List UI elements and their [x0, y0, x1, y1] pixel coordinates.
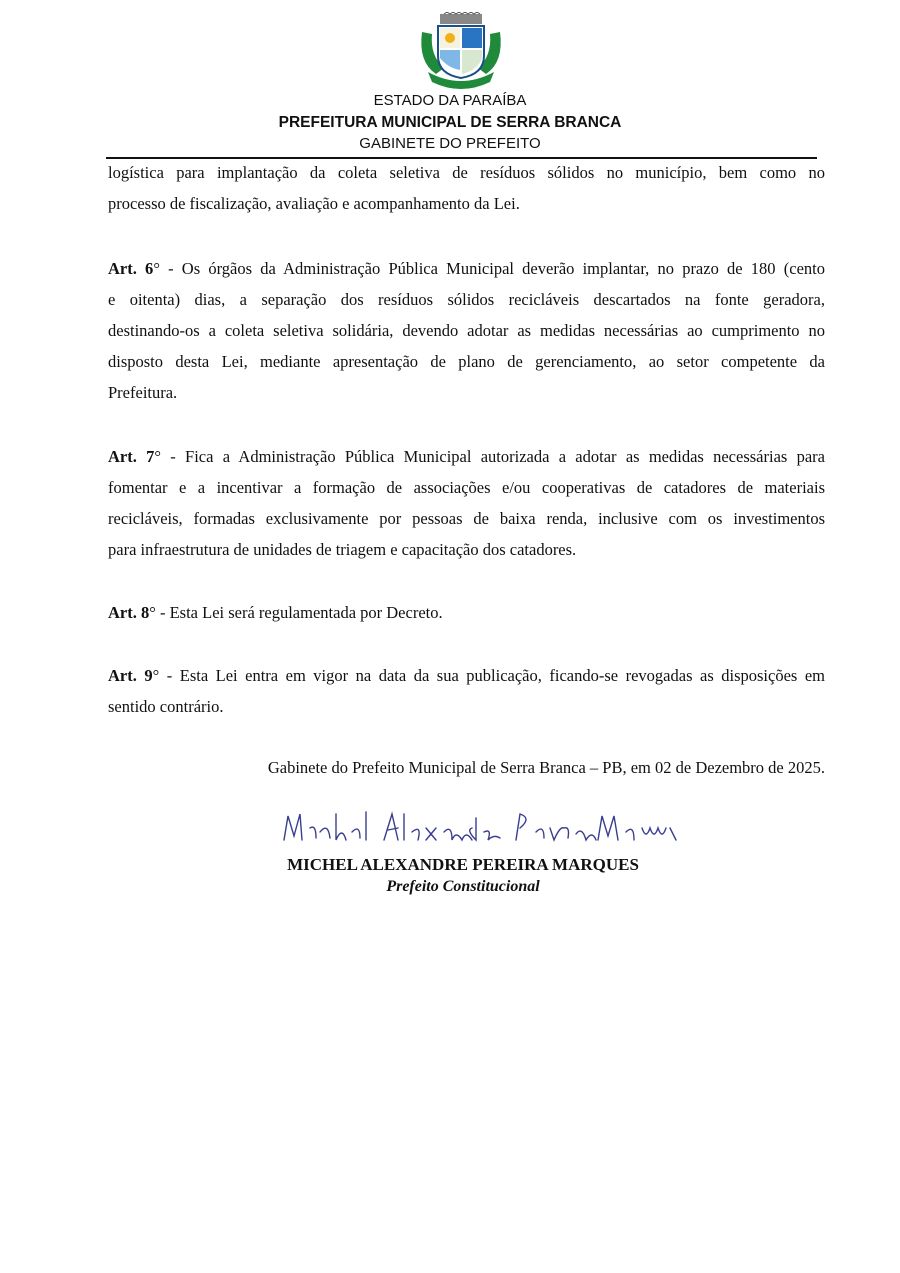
text-line — [108, 664, 825, 695]
line-text: sentido contrário. — [108, 697, 224, 716]
municipal-coat-of-arms-logo — [418, 12, 504, 90]
text-line — [108, 538, 825, 569]
article-8 — [108, 601, 825, 632]
line-text: fomentar e a incentivar a formação de associações e/ou cooperativas de catadores de materiais — [108, 478, 825, 497]
article-9 — [108, 664, 825, 726]
line-text: disposto desta Lei, mediante apresentação de plano de gerenciamento, ao setor competente da — [108, 352, 825, 371]
article-label: Art. 6 — [108, 259, 154, 278]
article-label: Art. 7 — [108, 447, 155, 466]
article-label: Art. 9 — [108, 666, 153, 685]
signatory-name: MICHEL ALEXANDRE PEREIRA MARQUES — [287, 855, 639, 874]
line-text: ° - Esta Lei será regulamentada por Decreto. — [149, 603, 443, 622]
line-text: ° - Fica a Administração Pública Municipal autorizada a adotar as medidas necessárias para — [154, 447, 825, 466]
municipality-name: PREFEITURA MUNICIPAL DE SERRA BRANCA — [278, 114, 622, 131]
line-text: logística para implantação da coleta seletiva de resíduos sólidos no município, bem como no — [108, 163, 825, 182]
line-text: Prefeitura. — [108, 383, 178, 402]
text-line — [108, 507, 825, 538]
line-text: processo de fiscalização, avaliação e acompanhamento da Lei. — [108, 194, 520, 213]
text-line — [108, 445, 825, 476]
text-line — [108, 319, 825, 350]
text-line — [108, 350, 825, 381]
text-line — [108, 161, 825, 192]
office-name: GABINETE DO PREFEITO — [359, 135, 541, 152]
line-text: para infraestrutura de unidades de triagem e capacitação dos catadores. — [108, 540, 577, 559]
signatory-role: Prefeito Constitucional — [386, 878, 540, 895]
text-line — [108, 601, 825, 632]
article-6 — [108, 257, 825, 412]
line-text: recicláveis, formadas exclusivamente por pessoas de baixa renda, inclusive com os investimentos — [108, 509, 825, 528]
article-label: Art. 8 — [108, 603, 150, 622]
line-text: ° - Esta Lei entra em vigor na data da sua publicação, ficando-se revogadas as disposições em — [152, 666, 825, 685]
text-line — [108, 381, 825, 412]
state-name: ESTADO DA PARAÍBA — [373, 92, 527, 109]
text-line — [108, 288, 825, 319]
header-divider — [106, 157, 817, 159]
line-text: destinando-os a coleta seletiva solidária, devendo adotar as medidas necessárias ao cumprimento no — [108, 321, 825, 340]
paragraph-continuation — [108, 161, 825, 223]
text-line — [108, 257, 825, 288]
text-line — [108, 476, 825, 507]
line-text: ° - Os órgãos da Administração Pública Municipal deverão implantar, no prazo de 180 (cento — [153, 259, 825, 278]
line-text: e oitenta) dias, a separação dos resíduos sólidos recicláveis descartados na fonte geradora, — [108, 290, 825, 309]
text-line — [108, 192, 825, 223]
article-7 — [108, 445, 825, 569]
handwritten-signature — [280, 808, 680, 848]
text-line — [108, 695, 825, 726]
date-line: Gabinete do Prefeito Municipal de Serra Branca – PB, em 02 de Dezembro de 2025. — [267, 758, 825, 777]
